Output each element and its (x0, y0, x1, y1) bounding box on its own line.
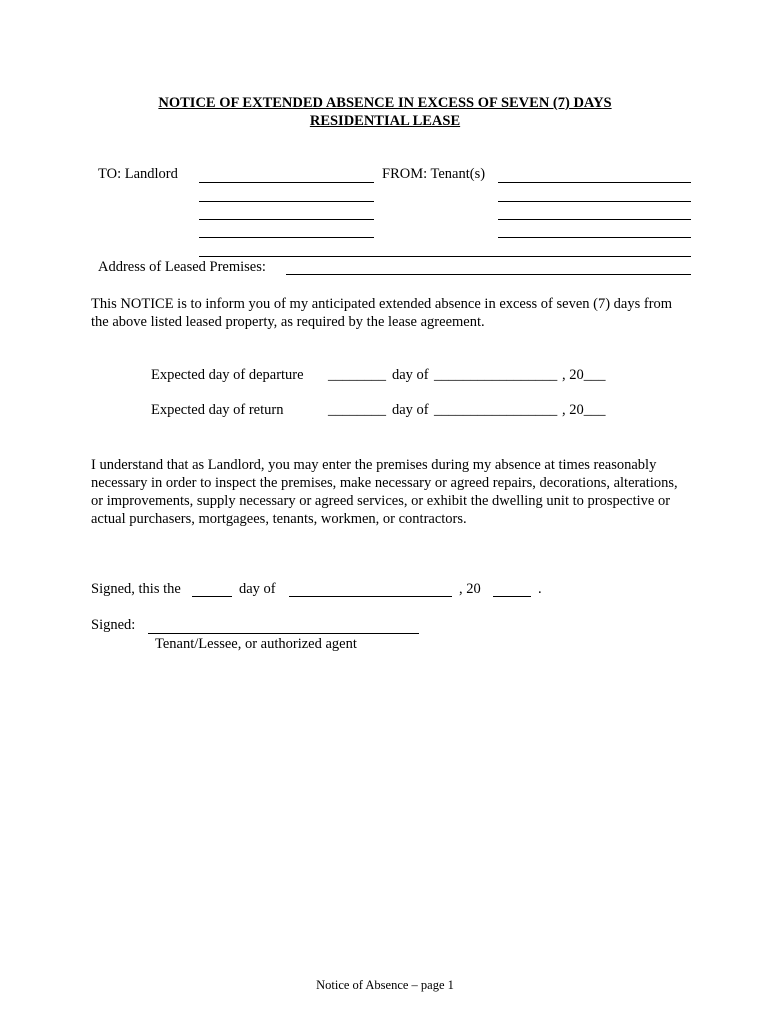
from-tenant-label: FROM: Tenant(s) (382, 166, 486, 182)
tenant-line-1[interactable] (498, 182, 691, 183)
document-title: NOTICE OF EXTENDED ABSENCE IN EXCESS OF SEVEN (7) DAYS (158, 95, 612, 111)
signed-day-of: day of (239, 581, 276, 597)
address-label: Address of Leased Premises: (98, 259, 266, 275)
signed-year-prefix: , 20 (459, 581, 481, 597)
return-day-blank[interactable]: ________ (328, 402, 386, 418)
to-landlord-label: TO: Landlord (98, 166, 178, 182)
document-subtitle: RESIDENTIAL LEASE (309, 113, 461, 129)
signed-day-line[interactable] (192, 596, 232, 597)
landlord-line-4[interactable] (199, 237, 374, 238)
signed-period: . (538, 581, 542, 597)
signature-line[interactable] (148, 633, 419, 634)
departure-day-blank[interactable]: ________ (328, 367, 386, 383)
tenant-line-4[interactable] (498, 237, 691, 238)
departure-day-of: day of (392, 367, 429, 383)
page-footer: Notice of Absence – page 1 (316, 978, 454, 992)
address-line[interactable] (286, 274, 691, 275)
return-label: Expected day of return (151, 402, 284, 418)
signed-label: Signed: (91, 617, 136, 633)
signed-year-line[interactable] (493, 596, 531, 597)
signed-month-line[interactable] (289, 596, 452, 597)
departure-label: Expected day of departure (151, 367, 304, 383)
return-year[interactable]: , 20___ (562, 402, 606, 418)
extra-address-line[interactable] (199, 256, 691, 257)
landlord-line-1[interactable] (199, 182, 374, 183)
signed-this-label: Signed, this the (91, 581, 181, 597)
tenant-line-2[interactable] (498, 201, 691, 202)
understand-paragraph: I understand that as Landlord, you may enter the premises during my absence at times reasonably necessary in order to inspect the premises, make necessary or agreed repairs, decorations, alterations, or improvements, supply necessary or agreed services, or exhibit the dwelling unit to prospective or actual purchasers, mortgagees, tenants, workmen, or contractors. (91, 457, 678, 527)
departure-year[interactable]: , 20___ (562, 367, 606, 383)
signature-caption: Tenant/Lessee, or authorized agent (155, 636, 357, 652)
landlord-line-2[interactable] (199, 201, 374, 202)
tenant-line-3[interactable] (498, 219, 691, 220)
return-day-of: day of (392, 402, 429, 418)
departure-month-blank[interactable]: _________________ (434, 367, 558, 383)
return-month-blank[interactable]: _________________ (434, 402, 558, 418)
notice-paragraph: This NOTICE is to inform you of my anticipated extended absence in excess of seven (7) days from the above listed leased property, as required by the lease agreement. (91, 296, 673, 330)
landlord-line-3[interactable] (199, 219, 374, 220)
